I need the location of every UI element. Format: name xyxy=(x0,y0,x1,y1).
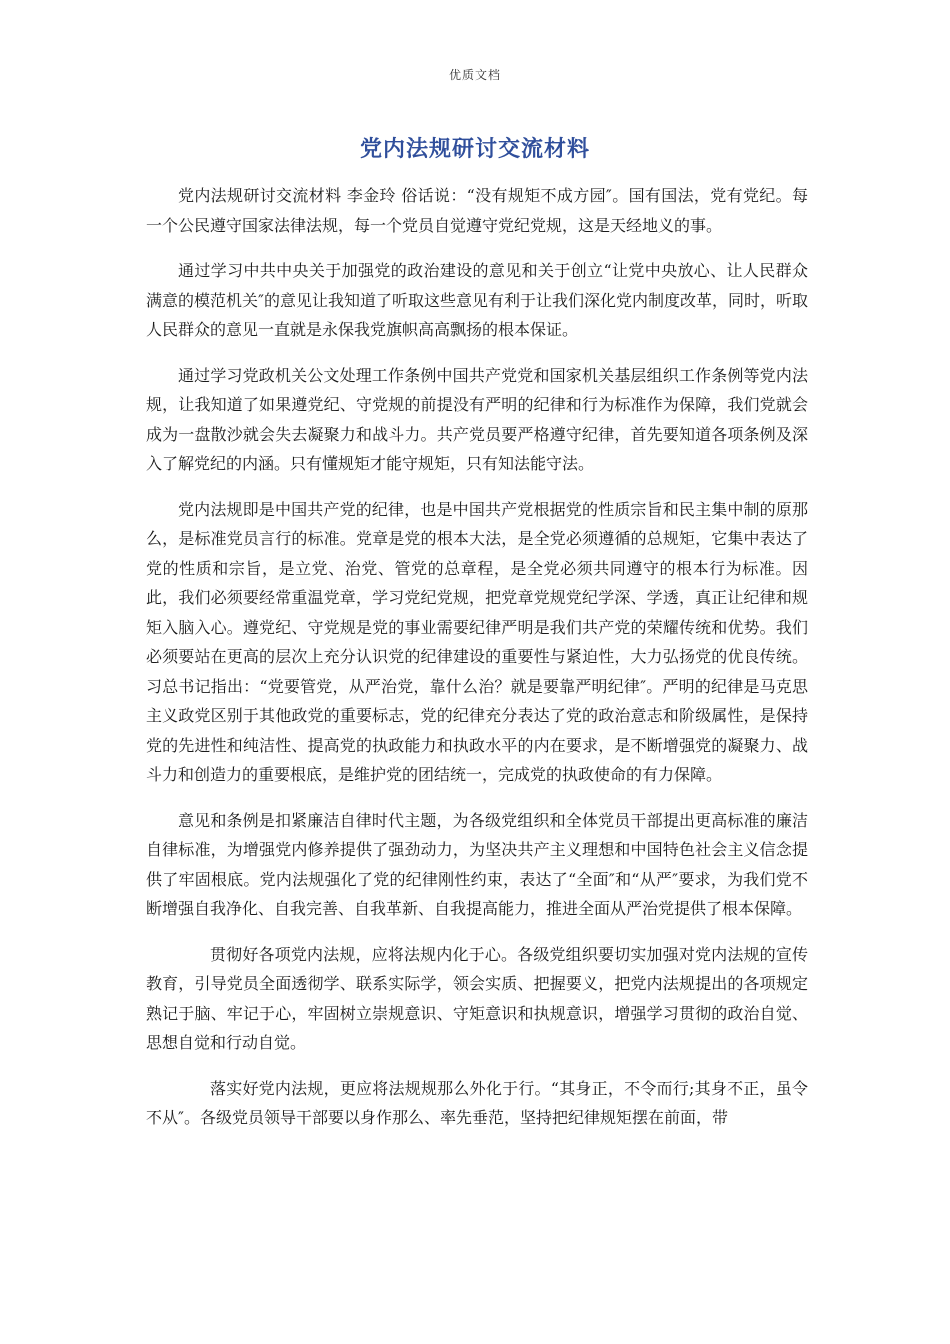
paragraph-1: 党内法规研讨交流材料 李金玲 俗话说：“没有规矩不成方园″。国有国法，党有党纪。每一个公民遵守国家法律法规，每一个党员自觉遵守党纪党规，这是天经地义的事。 xyxy=(146,186,808,235)
paragraph-3: 通过学习党政机关公文处理工作条例中国共产党党和国家机关基层组织工作条例等党内法规，让我知道了如果遵党纪、守党规的前提没有严明的纪律和行为标准作为保障，我们党就会成为一盘散沙就会失去凝聚力和战斗力。共产党员要严格遵守纪律，首先要知道各项条例及深入了解党纪的内涵。只有懂规矩才能守规矩，只有知法能守法。 xyxy=(146,365,808,473)
document-title: 党内法规研讨交流材料 xyxy=(359,136,590,162)
paragraph-4: 党内法规即是中国共产党的纪律，也是中国共产党根据党的性质宗旨和民主集中制的原那么，是标准党员言行的标准。党章是党的根本大法，是全党必须遵循的总规矩，它集中表达了党的性质和宗旨，是立党、治党、管党的总章程，是全党必须共同遵守的根本行为标准。因此，我们必须要经常重温党章，学习党纪党规，把党章党规党纪学深、学透，真正让纪律和规矩入脑入心。遵党纪、守党规是党的事业需要纪律严明是我们共产党的荣耀传统和优势。我们必须要站在更高的层次上充分认识党的纪律建设的重要性与紧迫性，大力弘扬党的优良传统。习总书记指出：“党要管党，从严治党，靠什么治？就是要靠严明纪律″。严明的纪律是马克思主义政党区别于其他政党的重要标志，党的纪律充分表达了党的政治意志和阶级属性，是保持党的先进性和纯洁性、提高党的执政能力和执政水平的内在要求，是不断增强党的凝聚力、战斗力和创造力的重要根底，是维护党的团结统一，完成党的执政使命的有力保障。 xyxy=(146,499,808,784)
page-header: 优质文档 xyxy=(448,68,501,82)
paragraph-7: 落实好党内法规，更应将法规规那么外化于行。“其身正，不令而行;其身不正，虽令不从″。各级党员领导干部要以身作那么、率先垂范，坚持把纪律规矩摆在前面，带 xyxy=(146,1078,808,1127)
document-body xyxy=(146,181,808,1149)
paragraph-5: 意见和条例是扣紧廉洁自律时代主题，为各级党组织和全体党员干部提出更高标准的廉洁自律标准，为增强党内修养提供了强劲动力，为坚决共产主义理想和中国特色社会主义信念提供了牢固根底。党内法规强化了党的纪律刚性约束，表达了“全面″和“从严″要求，为我们党不断增强自我净化、自我完善、自我革新、自我提高能力，推进全面从严治党提供了根本保障。 xyxy=(146,810,808,918)
paragraph-2: 通过学习中共中央关于加强党的政治建设的意见和关于创立“让党中央放心、让人民群众满意的模范机关″的意见让我知道了听取这些意见有利于让我们深化党内制度改革，同时，听取人民群众的意见一直就是永保我党旗帜高高飘扬的根本保证。 xyxy=(146,261,808,339)
paragraph-6: 贯彻好各项党内法规，应将法规内化于心。各级党组织要切实加强对党内法规的宣传教育，引导党员全面透彻学、联系实际学，领会实质、把握要义，把党内法规提出的各项规定熟记于脑、牢记于心，牢固树立崇规意识、守矩意识和执规意识，增强学习贯彻的政治自觉、思想自觉和行动自觉。 xyxy=(146,944,808,1052)
